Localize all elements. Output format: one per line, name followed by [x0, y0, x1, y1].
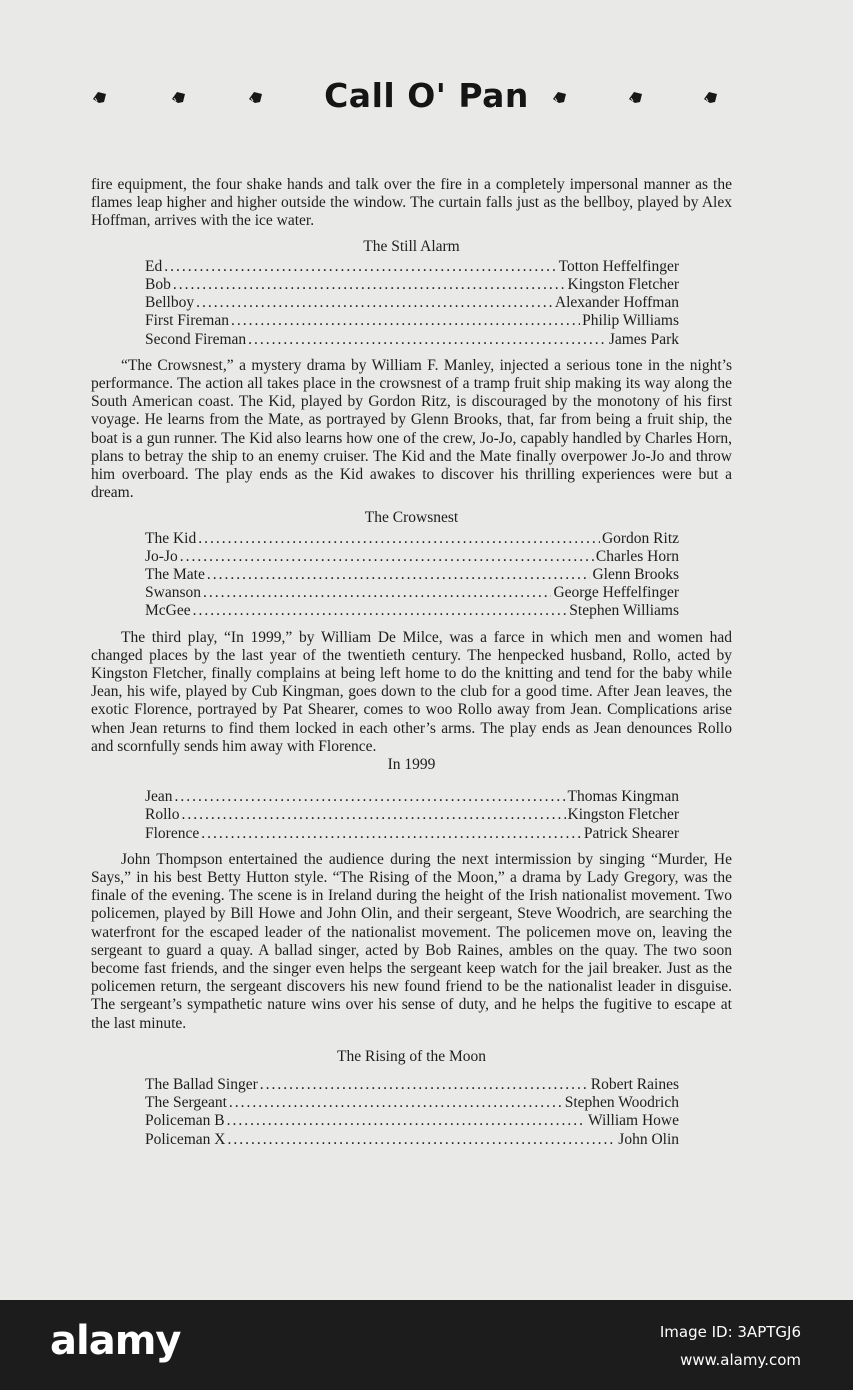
crowsnest-title: The Crowsnest: [364, 509, 459, 527]
cast-role: McGee: [145, 602, 191, 620]
cast-row: [145, 258, 679, 276]
cast-row: [145, 294, 679, 312]
cast-actor: George Heffelfinger: [553, 584, 679, 602]
rising-title: The Rising of the Moon: [337, 1047, 486, 1065]
page-header: [0, 76, 853, 126]
alamy-logo: alamy: [50, 1318, 181, 1364]
cast-actor: Charles Horn: [595, 547, 679, 565]
still-alarm-title: The Still Alarm: [363, 237, 460, 255]
cast-actor: Kingston Fletcher: [567, 806, 679, 824]
cast-actor: William Howe: [587, 1112, 679, 1130]
cast-actor: Totton Heffelfinger: [558, 257, 679, 275]
crowsnest-paragraph: “The Crowsnest,” a mystery drama by William F. Manley, injected a serious tone in the night’s performance. The action all takes place in the crowsnest of a tramp fruit ship making its way along the South American coast. The Kid, played by Gordon Ritz, is discouraged by the monotony of his first voyage. He learns from the Mate, as portrayed by Glenn Brooks, that, far from being a fruit ship, the boat is a gun runner. The Kid also learns how one of the crew, Jo-Jo, capably handled by Charles Horn, plans to betray the ship to an enemy cruiser. The Kid and the Mate finally overpower Jo-Jo and throw him overboard. The play ends as the Kid awakes to discover his thrilling experiences were but a dream.: [91, 356, 732, 502]
cast-actor: Glenn Brooks: [592, 565, 679, 583]
cast-row: [145, 1112, 679, 1130]
cast-actor: Robert Raines: [590, 1075, 679, 1093]
page-title: Call O' Pan: [324, 76, 529, 115]
pan-pipe-icon: [552, 90, 566, 103]
article-body: [91, 176, 732, 1149]
dot-leader: [203, 584, 551, 602]
cast-role: Second Fireman: [145, 330, 247, 348]
cast-row: [145, 788, 679, 806]
cast-row: [145, 548, 679, 566]
dot-leader: [180, 548, 594, 566]
cast-role: Florence: [145, 824, 200, 842]
in1999-cast-list: [145, 788, 679, 843]
cast-actor: Stephen Williams: [569, 602, 679, 620]
cast-row: [145, 584, 679, 602]
intro-paragraph: fire equipment, the four shake hands and talk over the fire in a completely impersonal manner as the flames leap higher and higher outside the window. The curtain falls just as the bellboy, played by Alex Hoffman, arrives with the ice water.: [91, 176, 732, 230]
cast-role: Policeman X: [145, 1130, 226, 1148]
dot-leader: [181, 806, 565, 824]
dot-leader: [164, 258, 556, 276]
rising-cast-list: [145, 1076, 679, 1149]
in1999-title: In 1999: [387, 755, 436, 773]
dot-leader: [228, 1131, 617, 1149]
cast-row: [145, 1076, 679, 1094]
dot-leader: [175, 788, 566, 806]
cast-role: The Sergeant: [145, 1094, 227, 1112]
dot-leader: [260, 1076, 589, 1094]
cast-row: [145, 530, 679, 548]
in1999-paragraph: The third play, “In 1999,” by William De Milce, was a farce in which men and women had changed places by the last year of the twentieth century. The henpecked husband, Rollo, acted by Kingston Fletcher, finally complains at being left home to do the knitting and tend for the baby while Jean, his wife, played by Cub Kingman, goes down to the club for a good time. After Jean leaves, the exotic Florence, portrayed by Pat Shearer, comes to woo Rollo away from Jean. Complications arise when Jean returns to find them locked in each other’s arms. The play ends as Jean denounces Rollo and scornfully sends him away with Florence.: [91, 628, 732, 755]
cast-actor: Philip Williams: [582, 312, 679, 330]
watermark-footer: [0, 1300, 853, 1390]
cast-role: First Fireman: [145, 312, 229, 330]
cast-row: [145, 276, 679, 294]
cast-row: [145, 602, 679, 620]
cast-row: [145, 806, 679, 824]
cast-role: Swanson: [145, 584, 201, 602]
cast-role: Bob: [145, 276, 171, 293]
dot-leader: [231, 312, 580, 330]
cast-role: The Mate: [145, 565, 205, 583]
cast-role: Policeman B: [145, 1112, 225, 1130]
dot-leader: [207, 566, 591, 584]
cast-actor: Patrick Shearer: [583, 824, 679, 842]
image-id-label: Image ID: 3APTGJ6: [659, 1323, 801, 1341]
dot-leader: [198, 530, 600, 548]
dot-leader: [173, 276, 566, 294]
cast-role: The Kid: [145, 529, 197, 547]
cast-actor: Alexander Hoffman: [554, 294, 679, 312]
pan-pipe-icon: [628, 90, 642, 103]
dot-leader: [229, 1094, 563, 1112]
still-alarm-cast-list: [145, 258, 679, 349]
cast-role: The Ballad Singer: [145, 1075, 258, 1093]
dot-leader: [248, 331, 607, 349]
cast-role: Jean: [145, 788, 173, 806]
site-url: www.alamy.com: [680, 1351, 801, 1369]
cast-row: [145, 566, 679, 584]
cast-row: [145, 312, 679, 330]
cast-actor: Kingston Fletcher: [567, 276, 679, 293]
cast-actor: John Olin: [618, 1130, 679, 1148]
cast-row: [145, 1131, 679, 1149]
cast-row: [145, 825, 679, 843]
cast-role: Rollo: [145, 806, 180, 824]
rising-paragraph: John Thompson entertained the audience during the next intermission by singing “Murder, He Says,” in his best Betty Hutton style. “The Rising of the Moon,” a drama by Lady Gregory, was the finale of the evening. The scene is in Ireland during the height of the Irish nationalist movement. Two policemen, played by Bill Howe and John Olin, and their sergeant, Steve Woodrich, are searching the waterfront for the escaped leader of the nationalist movement. The policemen move on, leaving the sergeant to guard a quay. A ballad singer, acted by Bob Raines, ambles on the quay. The two soon become fast friends, and the singer even helps the sergeant keep watch for the jail breaker. Just as the policemen return, the sergeant discovers his new found friend to be the nationalist leader in disguise. The sergeant’s sympathetic nature wins over his sense of duty, and he helps the fugitive to escape at the last minute.: [91, 850, 732, 1032]
dot-leader: [193, 602, 568, 620]
dot-leader: [201, 825, 582, 843]
cast-row: [145, 1094, 679, 1112]
pan-pipe-icon: [703, 90, 717, 103]
cast-actor: Thomas Kingman: [567, 788, 679, 806]
dot-leader: [227, 1112, 586, 1130]
cast-role: Jo-Jo: [145, 547, 178, 565]
cast-role: Ed: [145, 257, 163, 275]
crowsnest-cast-list: [145, 530, 679, 621]
dot-leader: [196, 294, 553, 312]
cast-role: Bellboy: [145, 294, 195, 312]
cast-actor: James Park: [608, 330, 679, 348]
cast-row: [145, 331, 679, 349]
cast-actor: Gordon Ritz: [601, 529, 679, 547]
cast-actor: Stephen Woodrich: [564, 1094, 679, 1112]
